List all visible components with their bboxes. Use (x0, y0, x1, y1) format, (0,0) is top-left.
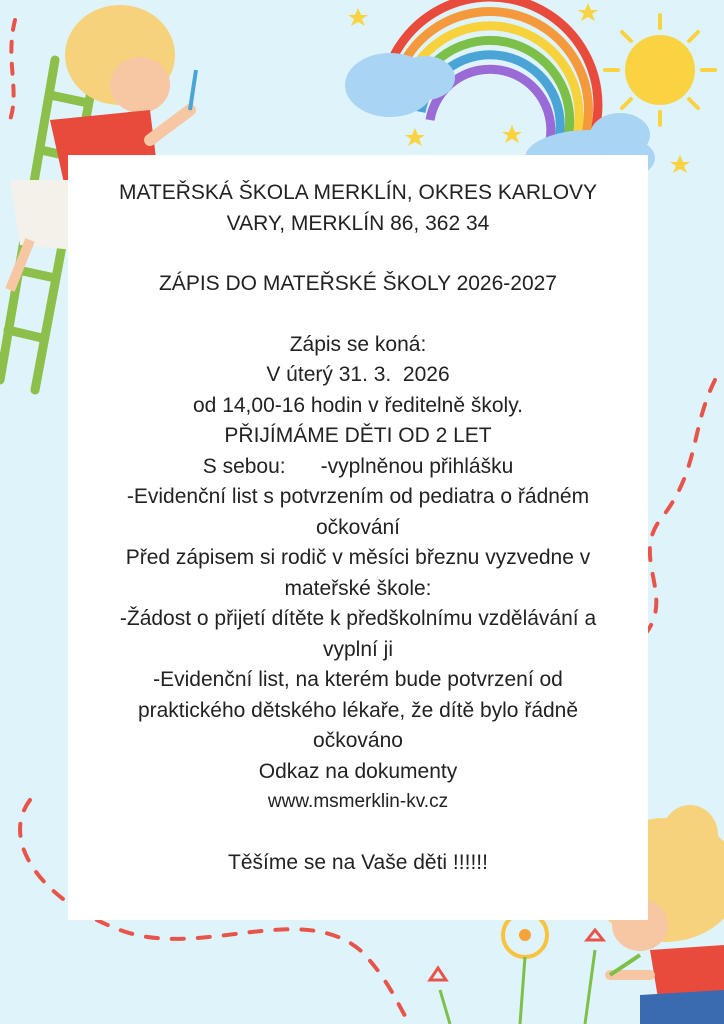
body-line: Zápis se koná: (289, 332, 427, 356)
body-line: vyplní ji (322, 637, 394, 661)
dashed-path-left (10, 20, 15, 120)
body-line: Odkaz na dokumenty (258, 759, 458, 783)
body-line: praktického dětského lékaře, že dítě bylo řádně (137, 698, 579, 722)
documents-link[interactable]: www.msmerklin-kv.cz (267, 791, 449, 812)
flowers-decoration (430, 913, 603, 1024)
body-line: Před zápisem si rodič v měsíci březnu vyzvedne v (125, 546, 591, 569)
sun-illustration (605, 15, 715, 125)
dashed-path-right (640, 380, 715, 640)
body-line: -Evidenční list, na kterém bude potvrzení od (153, 668, 563, 691)
body-line: mateřské škole: (284, 576, 432, 600)
body-line: -Žádost o přijetí dítěte k předškolnímu vzdělávání a (119, 607, 597, 630)
body-line: očkováno (313, 729, 403, 752)
school-address: VARY, MERKLÍN 86, 362 34 (226, 211, 490, 235)
body-line: S sebou: -vyplněnou přihlášku (202, 454, 514, 478)
closing-line: Těšíme se na Vaše děti !!!!!! (228, 850, 488, 874)
flyer-text (68, 178, 648, 878)
body-line: V úterý 31. 3. 2026 (266, 363, 450, 386)
body-line: -Evidenční list s potvrzením od pediatra o řádném (126, 485, 590, 508)
body-line: PŘIJÍMÁME DĚTI OD 2 LET (224, 424, 492, 447)
school-name: MATEŘSKÁ ŠKOLA MERKLÍN, OKRES KARLOVY (118, 181, 598, 204)
enrollment-title: ZÁPIS DO MATEŘSKÉ ŠKOLY 2026-2027 (158, 272, 557, 295)
body-line: očkování (315, 515, 401, 539)
body-line: od 14,00-16 hodin v ředitelně školy. (193, 393, 523, 417)
